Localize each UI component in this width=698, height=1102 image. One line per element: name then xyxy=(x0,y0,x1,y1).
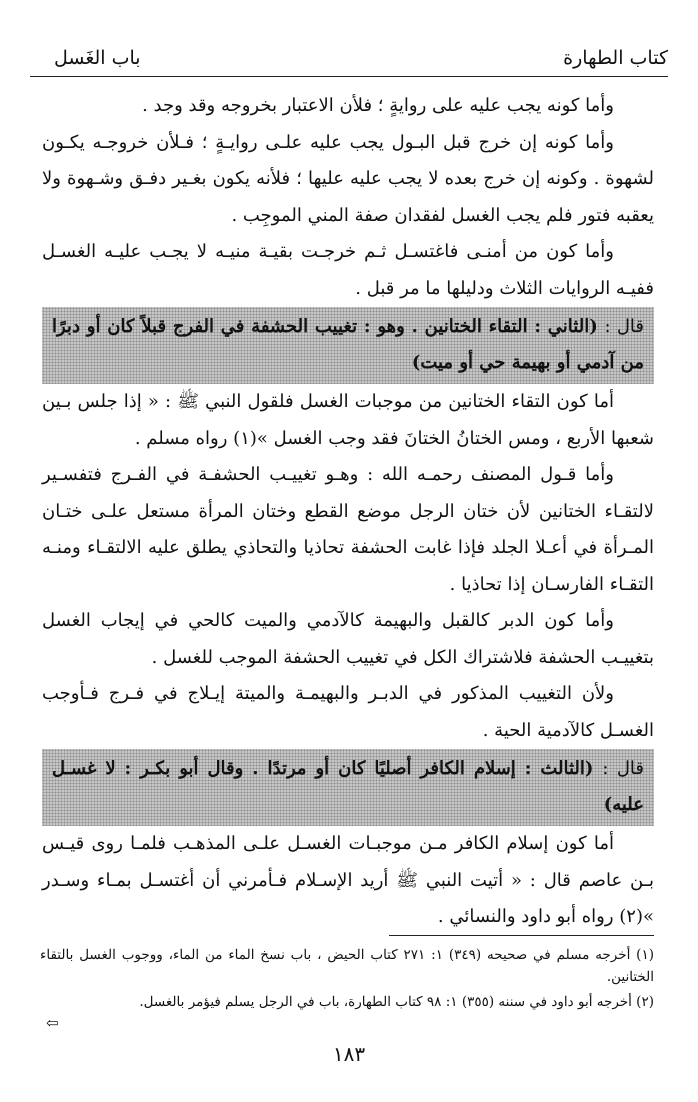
main-text xyxy=(42,88,654,936)
footnote: (١) أخرجه مسلم في صحيحه (٣٤٩) ١: ٢٧١ كتاب الحيض ، باب نسخ الماء من الماء، ووجوب الغسل بالتقاء الختانين. xyxy=(40,947,654,985)
continuation-arrow-icon: ⇦ xyxy=(46,1014,59,1032)
qala-label: قال : xyxy=(602,758,644,779)
matn-text: (الثالث : إسلام الكافر أصليًا كان أو مرتدًا . وقال أبو بكـر : لا غسـل عليه) xyxy=(52,758,644,815)
paragraph: أما كون إسلام الكافر مـن موجبـات الغسـل علـى المذهـب فلمـا روى قيـس بـن عاصم قال : « أتيت النبي ﷺ أريد الإسـلام فـأمرني أن أغتسـل بمـاء وسـدر »(٢) رواه أبو داود والنسائي . xyxy=(42,833,654,927)
footnote: (٢) أخرجه أبو داود في سننه (٣٥٥) ١: ٩٨ كتاب الطهارة، باب في الرجل يسلم فيؤمر بالغسل. xyxy=(139,994,654,1010)
paragraph: وأما قـول المصنف رحمـه الله : وهـو تغييـب الحشفـة في الفـرج فتفسـير لالتقـاء الختانين لأن ختان الرجل موضع القطع وختان المرأة مستعل علـى ختـان المـرأة في أعـلا الجلد فإذا غابت الحشفة تحاذيا والتحاذي يطلق عليه الالتقـاء ومنـه التقـاء الفارسـان إذا تحاذيا . xyxy=(42,464,654,595)
paragraph: وأما كونه إن خرج قبل البـول يجب عليه علـى روايـةٍ ؛ فـلأن خروجـه يكـون لشهوة . وكونه إن خرج بعده لا يجب عليه عليها ؛ فلأنه يكون بغـير دفـق وشـهوة ولا يعقبه فتور فلم يجب الغسل لفقدان صفة المني الموجِب . xyxy=(42,131,654,226)
paragraph: ولأن التغييب المذكور في الدبـر والبهيمـة والميتة إيـلاج في فـرج فـأوجب الغسـل كالآدمية الحية . xyxy=(42,683,654,741)
paragraph: وأما كون الدبر كالقبل والبهيمة كالآدمي والميت كالحي في إيجاب الغسل بتغييـب الحشفة فلاشتراك الكل في تغييب الحشفة الموجب للغسل . xyxy=(42,610,654,668)
footnote-separator xyxy=(389,935,654,936)
paragraph: وأما كون من أمنـى فاغتسـل ثـم خرجـت بقيـة منيـه لا يجـب عليـه الغسـل ففيـه الروايات الثلاث ودليلها ما مر قبل . xyxy=(42,241,654,299)
matn-highlight-block xyxy=(42,307,654,384)
book-title: كتاب الطهارة xyxy=(563,47,668,69)
qala-label: قال : xyxy=(604,316,645,337)
paragraph: أما كون التقاء الختانين من موجبات الغسل فلقول النبي ﷺ : « إذا جلس بـين شعبها الأربع ، ومس الختانُ الختانَ فقد وجب الغسل »(١) رواه مسلم . xyxy=(42,391,654,449)
chapter-title: باب الغَسل xyxy=(54,47,141,69)
page-number: ١٨٣ xyxy=(332,1042,366,1066)
matn-text: (الثاني : التقاء الختانين . وهو : تغييب الحشفة في الفرج قبلاً كان أو دبرًا من آدمي أو بهيمة حي أو ميت) xyxy=(52,316,644,373)
footnotes xyxy=(40,944,654,1016)
matn-highlight-block xyxy=(42,749,654,826)
running-header xyxy=(30,40,668,77)
paragraph: وأما كونه يجب عليه على روايةٍ ؛ فلأن الاعتبار بخروجه وقد وجد . xyxy=(142,95,614,116)
